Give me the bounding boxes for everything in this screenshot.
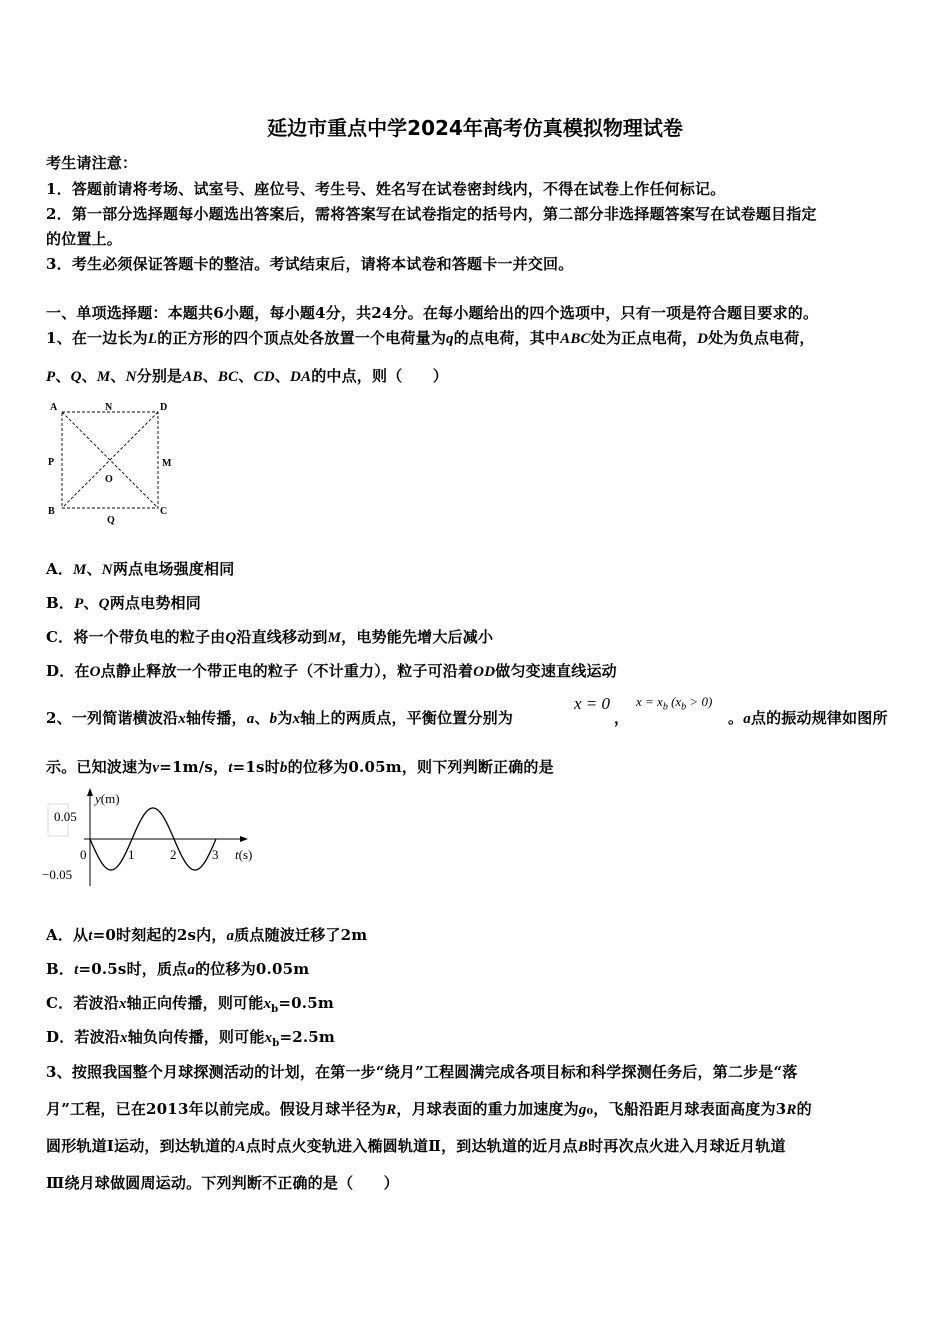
square-charges-figure — [44, 396, 184, 528]
y-axis-label: y(m) — [95, 791, 120, 806]
notice-item-2-cont: 的位置上。 — [46, 230, 123, 248]
q2-option-d[interactable]: D．若波沿x轴负向传播，则可能$x_b=2.5m$ — [46, 1028, 335, 1049]
notice-heading: 考生请注意： — [46, 154, 138, 172]
label-m: M — [162, 458, 172, 469]
label-o: O — [105, 474, 113, 485]
section-1-heading: 一、单项选择题：本题共6小题，每小题4分，共24分。在每小题给出的四个选项中，只有一项是符合题目要求的。 — [46, 304, 819, 322]
x-axis-label: t(s) — [235, 847, 253, 862]
page-title: 延边市重点中学2024年高考仿真模拟物理试卷 — [267, 116, 683, 140]
q1-option-b[interactable]: B．P、Q两点电势相同 — [46, 594, 201, 612]
q2-option-a[interactable]: A．从t=0时刻起的2s内，a质点随波迁移了2m — [46, 926, 368, 944]
q2-stem-line-2: 示。已知波速为v=1m/s，t=1s时b的位移为0.05m，则下列判断正确的是 — [46, 758, 554, 776]
x-tick-2: 2 — [170, 847, 177, 862]
y-axis-arrow — [87, 788, 93, 796]
q1-option-d[interactable]: D．在O点静止释放一个带正电的粒子（不计重力），粒子可沿着OD做匀变速直线运动 — [46, 662, 617, 680]
label-p: P — [48, 457, 55, 468]
label-n: N — [105, 402, 113, 413]
q1-stem-line-2: P、Q、M、N分别是AB、BC、CD、DA的中点，则（ ） — [46, 367, 448, 385]
q2-option-b[interactable]: B．t=0.5s时，质点a的位移为0.05m — [46, 960, 310, 978]
q3-stem-line-4: Ⅲ绕月球做圆周运动。下列判断不正确的是（ ） — [46, 1174, 399, 1192]
notice-item-3: 3．考生必须保证答题卡的整洁。考试结束后，请将本试卷和答题卡一并交回。 — [46, 255, 574, 273]
q2-stem-line-1b: 。a点的振动规律如图所 — [728, 709, 888, 727]
x-tick-1: 1 — [128, 847, 135, 862]
q2-comma: ， — [614, 709, 630, 727]
q2-math-xb: $x = x_b$ $(x_b > 0)$ — [636, 694, 713, 713]
q1-stem-line-1: 1、在一边长为L的正方形的四个顶点处各放置一个电荷量为q的点电荷，其中ABC处为正点电荷，D处为负点电荷， — [46, 329, 815, 347]
vibration-graph — [40, 784, 270, 896]
y-tick-pos: 0.05 — [54, 809, 77, 824]
q2-math-x0: x = 0 — [574, 694, 611, 713]
notice-item-2: 2．第一部分选择题每小题选出答案后，需将答案写在试卷指定的括号内，第二部分非选择题答案写在试卷题目指定 — [46, 205, 817, 223]
q3-stem-line-1: 3、按照我国整个月球探测活动的计划，在第一步“绕月”工程圆满完成各项目标和科学探测任务后，第二步是“落 — [46, 1063, 798, 1081]
q3-stem-line-3: 圆形轨道Ⅰ运动，到达轨道的A点时点火变轨进入椭圆轨道Ⅱ，到达轨道的近月点B时再次点火进入月球近月轨道 — [46, 1137, 786, 1155]
q2-option-c[interactable]: C．若波沿x轴正向传播，则可能$x_b=0.5m$ — [46, 994, 334, 1015]
q2-stem-line-1a: 2、一列简谐横波沿x轴传播，a、b为x轴上的两质点，平衡位置分别为 — [46, 709, 514, 727]
label-a: A — [50, 402, 58, 413]
label-d: D — [160, 402, 168, 413]
q1-option-c[interactable]: C．将一个带负电的粒子由Q沿直线移动到M，电势能先增大后减小 — [46, 628, 494, 646]
label-q: Q — [107, 515, 115, 526]
y-tick-neg: −0.05 — [42, 867, 73, 882]
notice-item-1: 1．答题前请将考场、试室号、座位号、考生号、姓名写在试卷密封线内，不得在试卷上作任何标记。 — [46, 180, 726, 198]
x-tick-3: 3 — [212, 847, 219, 862]
x-axis-arrow — [240, 836, 248, 842]
label-b: B — [48, 506, 55, 517]
label-c: C — [160, 506, 168, 517]
q1-option-a[interactable]: A．M、N两点电场强度相同 — [46, 560, 235, 578]
q3-stem-line-2: 月”工程，已在2013年以前完成。假设月球半径为R，月球表面的重力加速度为g₀，飞船沿距月球表面高度为3R的 — [46, 1100, 812, 1118]
origin-label: 0 — [80, 847, 87, 862]
